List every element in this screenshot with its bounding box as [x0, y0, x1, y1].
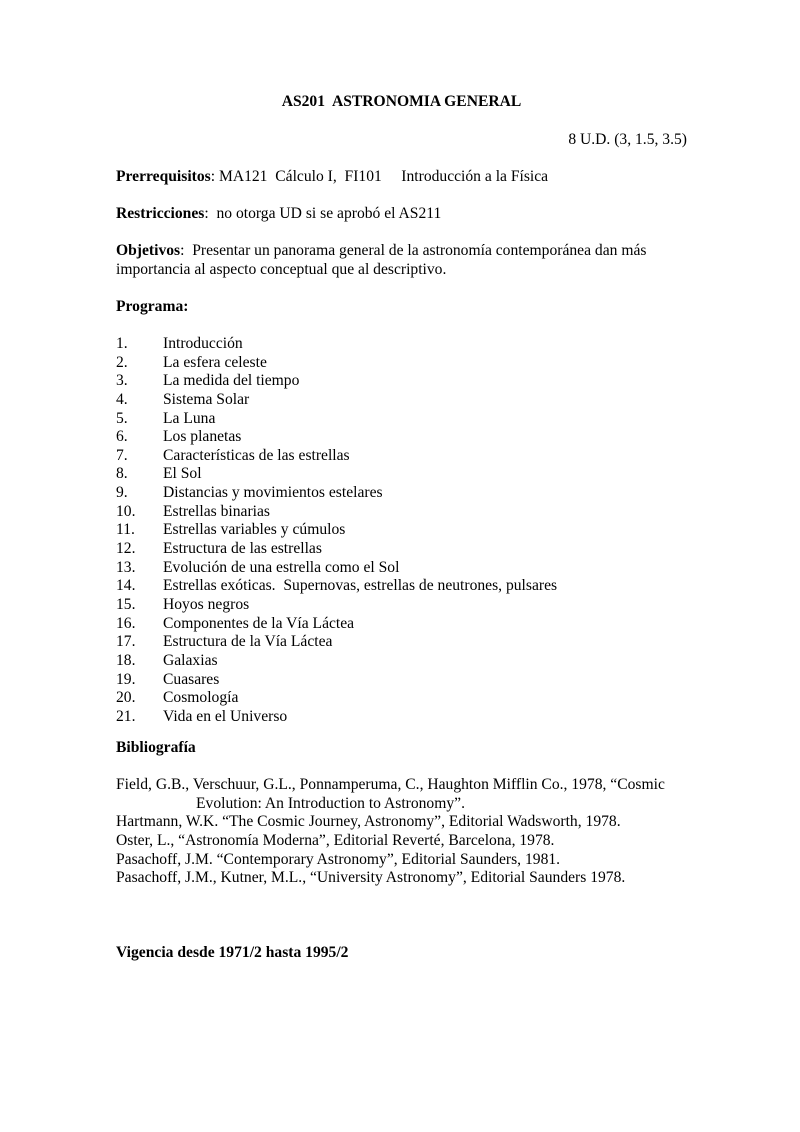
programa-item-text: Cuasares — [163, 670, 220, 688]
programa-item-number: 5. — [116, 409, 128, 427]
programa-item-number: 7. — [116, 446, 128, 464]
programa-item-text: Estructura de las estrellas — [163, 540, 322, 558]
programa-item-text: Evolución de una estrella como el Sol — [163, 558, 400, 576]
objetivos-line1 — [116, 242, 756, 261]
programa-item-number: 17. — [116, 633, 136, 651]
bibliography-entry: Hartmann, W.K. “The Cosmic Journey, Astronomy”, Editorial Wadsworth, 1978. — [116, 813, 621, 831]
restricciones-paragraph — [116, 205, 756, 224]
programa-item-text: Sistema Solar — [163, 390, 250, 408]
programa-item-text: La medida del tiempo — [163, 372, 300, 390]
programa-item — [116, 447, 756, 466]
programa-item-text: Estrellas binarias — [163, 502, 270, 520]
programa-item — [116, 503, 756, 522]
programa-item — [116, 633, 756, 652]
bibliografia-list — [116, 776, 756, 888]
prerrequisitos-label: Prerrequisitos — [116, 168, 211, 185]
programa-list — [116, 335, 756, 726]
objetivos-label: Objetivos — [116, 242, 181, 259]
bibliography-entry: Pasachoff, J.M. “Contemporary Astronomy”, Editorial Saunders, 1981. — [116, 850, 561, 868]
programa-item-text: Características de las estrellas — [163, 446, 350, 464]
programa-item-text: Distancias y movimientos estelares — [163, 484, 383, 502]
programa-item-number: 15. — [116, 595, 136, 613]
programa-item-number: 13. — [116, 558, 136, 576]
programa-item-text: Cosmología — [163, 689, 239, 707]
programa-item-text: Vida en el Universo — [163, 707, 288, 725]
course-title: AS201 ASTRONOMIA GENERAL — [281, 93, 522, 110]
programa-item — [116, 354, 756, 373]
programa-item-number: 2. — [116, 353, 128, 371]
programa-item-text: Estrellas variables y cúmulos — [163, 521, 346, 539]
objetivos-line1-text: : Presentar un panorama general de la astronomía contemporánea dan más — [180, 242, 647, 259]
programa-item-text: Introducción — [163, 335, 243, 352]
programa-item-number: 14. — [116, 577, 136, 595]
programa-item — [116, 671, 756, 690]
programa-item — [116, 577, 756, 596]
programa-item — [116, 708, 756, 727]
programa-item — [116, 391, 756, 410]
objetivos-line2: importancia al aspecto conceptual que al descriptivo. — [116, 260, 447, 278]
prerrequisitos-paragraph — [116, 168, 756, 187]
programa-item-number: 1. — [116, 335, 128, 352]
programa-item — [116, 689, 756, 708]
programa-item-number: 20. — [116, 689, 136, 707]
bibliography-entry: Pasachoff, J.M., Kutner, M.L., “University Astronomy”, Editorial Saunders 1978. — [116, 869, 626, 887]
programa-item — [116, 596, 756, 615]
programa-item-text: El Sol — [163, 465, 202, 483]
restricciones-value: : no otorga UD si se aprobó el AS211 — [204, 205, 442, 222]
programa-item — [116, 559, 756, 578]
programa-item — [116, 615, 756, 634]
programa-item-number: 21. — [116, 707, 136, 725]
programa-item — [116, 484, 756, 503]
programa-heading: Programa: — [116, 298, 189, 315]
programa-item-text: Estrellas exóticas. Supernovas, estrellas de neutrones, pulsares — [163, 577, 558, 595]
bibliography-entry: Field, G.B., Verschuur, G.L., Ponnamperuma, C., Haughton Mifflin Co., 1978, “Cosmic — [116, 776, 665, 793]
bibliography-entry: Oster, L., “Astronomía Moderna”, Editorial Reverté, Barcelona, 1978. — [116, 831, 555, 849]
programa-item-number: 19. — [116, 670, 136, 688]
programa-item — [116, 428, 756, 447]
programa-item-number: 11. — [116, 521, 135, 539]
bibliografia-heading: Bibliografía — [116, 739, 196, 756]
objetivos-paragraph — [116, 242, 756, 279]
programa-item-text: Hoyos negros — [163, 595, 250, 613]
programa-item-text: Componentes de la Vía Láctea — [163, 614, 355, 632]
programa-item-number: 10. — [116, 502, 136, 520]
programa-item-number: 6. — [116, 428, 128, 446]
credits-line: 8 U.D. (3, 1.5, 3.5) — [568, 131, 687, 148]
programa-item-number: 16. — [116, 614, 136, 632]
programa-item-number: 18. — [116, 651, 136, 669]
vigencia-line: Vigencia desde 1971/2 hasta 1995/2 — [116, 944, 349, 961]
programa-item — [116, 521, 756, 540]
programa-item-number: 9. — [116, 484, 128, 502]
programa-item-number: 3. — [116, 372, 128, 390]
programa-item — [116, 652, 756, 671]
programa-item-text: Los planetas — [163, 428, 242, 446]
programa-item-text: La esfera celeste — [163, 353, 267, 371]
programa-item-number: 12. — [116, 540, 136, 558]
bibliography-entry-continuation: Evolution: An Introduction to Astronomy”. — [196, 794, 465, 812]
programa-item-number: 8. — [116, 465, 128, 483]
programa-item — [116, 540, 756, 559]
programa-item-text: La Luna — [163, 409, 216, 427]
programa-item — [116, 410, 756, 429]
prerrequisitos-value: : MA121 Cálculo I, FI101 Introducción a la Física — [210, 168, 549, 185]
programa-item — [116, 465, 756, 484]
programa-item — [116, 335, 756, 354]
programa-item-text: Estructura de la Vía Láctea — [163, 633, 333, 651]
programa-item-number: 4. — [116, 390, 128, 408]
programa-item — [116, 372, 756, 391]
programa-item-text: Galaxias — [163, 651, 218, 669]
restricciones-label: Restricciones — [116, 205, 205, 222]
